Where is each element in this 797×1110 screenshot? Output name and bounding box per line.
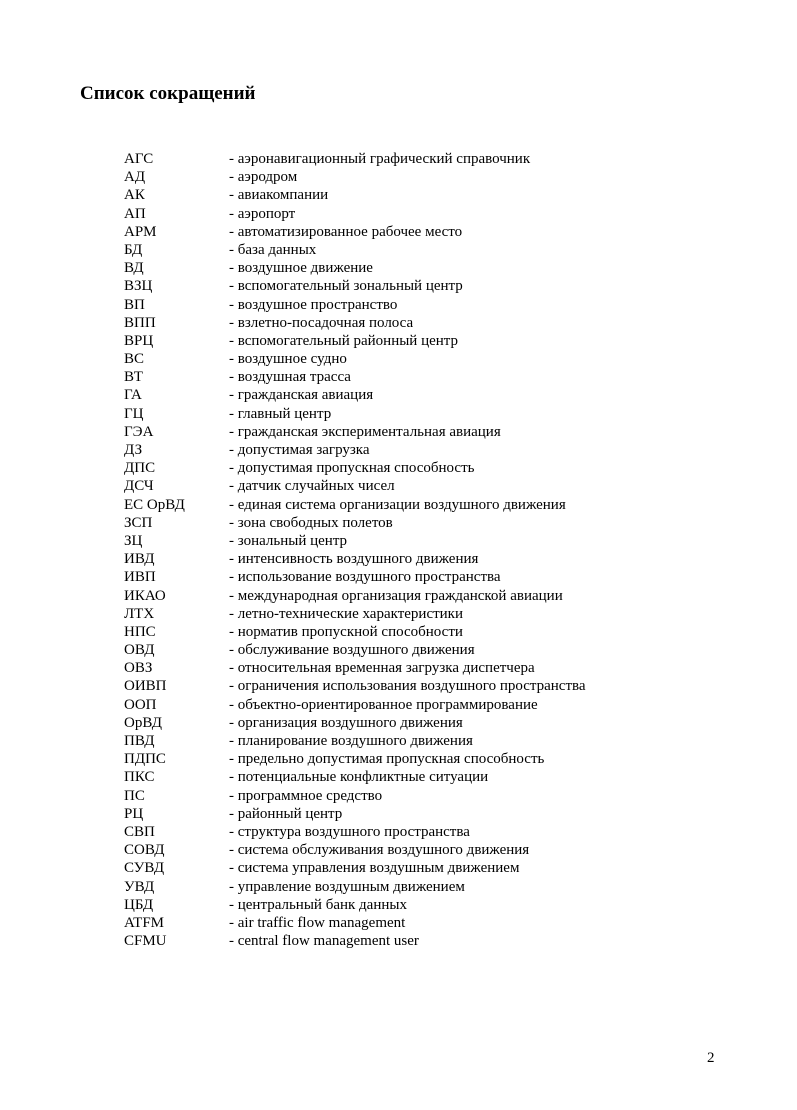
abbreviation-row xyxy=(124,205,684,223)
abbreviation-term: ПКС xyxy=(124,769,155,786)
abbreviation-definition: - central flow management user xyxy=(229,933,419,950)
abbreviation-row xyxy=(124,896,684,914)
abbreviation-definition: - организация воздушного движения xyxy=(229,714,463,731)
abbreviation-definition: - гражданская экспериментальная авиация xyxy=(229,423,501,440)
abbreviation-term: ATFM xyxy=(124,914,165,931)
abbreviation-definition: - воздушная трасса xyxy=(229,369,351,386)
abbreviation-term: СВП xyxy=(124,823,155,840)
abbreviation-row xyxy=(124,259,684,277)
abbreviation-row xyxy=(124,477,684,495)
abbreviation-row xyxy=(124,677,684,695)
abbreviation-term: ЗЦ xyxy=(124,532,143,549)
abbreviation-row xyxy=(124,805,684,823)
abbreviation-row xyxy=(124,823,684,841)
abbreviation-row xyxy=(124,423,684,441)
abbreviation-term: УВД xyxy=(124,878,155,895)
abbreviation-definition: - система обслуживания воздушного движения xyxy=(229,842,530,859)
abbreviation-row xyxy=(124,223,684,241)
abbreviation-row xyxy=(124,459,684,477)
abbreviation-term: ДПС xyxy=(124,460,156,477)
abbreviation-definition: - аэропорт xyxy=(229,205,296,222)
abbreviation-term: ПС xyxy=(124,787,145,804)
abbreviation-definition: - объектно-ориентированное программирование xyxy=(229,696,538,713)
abbreviation-row xyxy=(124,496,684,514)
abbreviation-definition: - программное средство xyxy=(229,787,383,804)
abbreviation-definition: - аэронавигационный графический справочник xyxy=(229,151,531,167)
page-title: Список сокращений xyxy=(80,83,256,104)
abbreviation-term: ОВД xyxy=(124,642,155,659)
abbreviation-term: ПВД xyxy=(124,733,155,749)
abbreviation-term: ИВД xyxy=(124,551,155,568)
abbreviation-term: АК xyxy=(124,187,145,204)
abbreviation-definition: - вспомогательный районный центр xyxy=(229,332,459,349)
abbreviation-term: ГА xyxy=(124,387,142,404)
abbreviation-row xyxy=(124,405,684,423)
abbreviation-definition: - летно-технические характеристики xyxy=(229,605,463,622)
abbreviation-term: ОВЗ xyxy=(124,660,153,677)
abbreviation-term: АД xyxy=(124,169,146,186)
abbreviation-row xyxy=(124,750,684,768)
abbreviation-row xyxy=(124,386,684,404)
abbreviation-term: ЗСП xyxy=(124,514,153,531)
abbreviation-term: ИКАО xyxy=(124,587,166,604)
abbreviation-row xyxy=(124,568,684,586)
abbreviation-row xyxy=(124,314,684,332)
abbreviation-term: ВС xyxy=(124,351,145,368)
abbreviation-row xyxy=(124,532,684,550)
abbreviation-definition: - допустимая загрузка xyxy=(229,442,370,458)
abbreviation-definition: - вспомогательный зональный центр xyxy=(229,278,463,295)
abbreviation-definition: - система управления воздушным движением xyxy=(229,860,520,877)
abbreviation-term: ОИВП xyxy=(124,678,167,695)
abbreviation-term: ООП xyxy=(124,696,157,713)
abbreviation-term: ДЗ xyxy=(124,442,143,458)
abbreviation-definition: - главный центр xyxy=(229,405,332,422)
abbreviation-row xyxy=(124,732,684,750)
abbreviation-row xyxy=(124,150,684,168)
abbreviation-row xyxy=(124,514,684,532)
abbreviation-definition: - авиакомпании xyxy=(229,187,329,204)
abbreviation-term: ЛТХ xyxy=(124,605,155,622)
abbreviation-definition: - планирование воздушного движения xyxy=(229,733,473,749)
abbreviation-term: CFMU xyxy=(124,933,167,950)
abbreviation-definition: - допустимая пропускная способность xyxy=(229,460,475,477)
abbreviation-definition: - структура воздушного пространства xyxy=(229,823,470,840)
abbreviation-definition: - потенциальные конфликтные ситуации xyxy=(229,769,489,786)
abbreviation-term: СОВД xyxy=(124,842,165,859)
abbreviation-definition: - управление воздушным движением xyxy=(229,878,465,895)
abbreviation-term: ВТ xyxy=(124,369,143,386)
abbreviation-definition: - датчик случайных чисел xyxy=(229,478,395,495)
abbreviation-row xyxy=(124,277,684,295)
abbreviation-term: ВПП xyxy=(124,314,156,331)
abbreviation-definition: - обслуживание воздушного движения xyxy=(229,642,475,659)
abbreviation-definition: - взлетно-посадочная полоса xyxy=(229,314,414,331)
abbreviation-row xyxy=(124,168,684,186)
abbreviation-definition: - воздушное судно xyxy=(229,351,347,368)
abbreviation-definition: - норматив пропускной способности xyxy=(229,623,463,640)
abbreviation-row xyxy=(124,241,684,259)
abbreviation-definition: - аэродром xyxy=(229,169,298,186)
abbreviation-term: ИВП xyxy=(124,569,156,586)
abbreviation-row xyxy=(124,186,684,204)
abbreviation-row xyxy=(124,296,684,314)
abbreviation-term: ВД xyxy=(124,260,144,277)
abbreviation-definition: - единая система организации воздушного движения xyxy=(229,496,566,513)
abbreviation-row xyxy=(124,714,684,732)
abbreviation-row xyxy=(124,914,684,932)
abbreviation-term: АП xyxy=(124,205,146,222)
abbreviation-definition: - международная организация гражданской авиации xyxy=(229,587,563,604)
abbreviation-term: АРМ xyxy=(124,223,157,240)
abbreviation-definition: - air traffic flow management xyxy=(229,914,406,931)
abbreviation-row xyxy=(124,768,684,786)
abbreviation-definition: - использование воздушного пространства xyxy=(229,569,501,586)
abbreviation-row xyxy=(124,787,684,805)
abbreviation-term: ВЗЦ xyxy=(124,278,153,295)
abbreviation-term: БД xyxy=(124,241,143,258)
abbreviation-row xyxy=(124,550,684,568)
abbreviation-definition: - гражданская авиация xyxy=(229,387,374,404)
abbreviation-term: ЦБД xyxy=(124,896,154,913)
abbreviation-term: ПДПС xyxy=(124,751,166,768)
abbreviation-term: ГЭА xyxy=(124,423,154,440)
abbreviation-list xyxy=(124,150,684,950)
abbreviation-definition: - зона свободных полетов xyxy=(229,514,393,531)
abbreviation-term: ДСЧ xyxy=(124,478,154,495)
abbreviation-row xyxy=(124,368,684,386)
abbreviation-row xyxy=(124,623,684,641)
abbreviation-definition: - зональный центр xyxy=(229,532,348,549)
page-number: 2 xyxy=(707,1050,715,1066)
abbreviation-row xyxy=(124,878,684,896)
abbreviation-definition: - районный центр xyxy=(229,805,343,822)
abbreviation-row xyxy=(124,350,684,368)
abbreviation-definition: - ограничения использования воздушного пространства xyxy=(229,678,586,695)
abbreviation-definition: - центральный банк данных xyxy=(229,896,407,913)
abbreviation-definition: - база данных xyxy=(229,241,317,258)
abbreviation-definition: - интенсивность воздушного движения xyxy=(229,551,479,568)
abbreviation-row xyxy=(124,605,684,623)
abbreviation-term: ОрВД xyxy=(124,714,162,731)
abbreviation-row xyxy=(124,932,684,950)
abbreviation-row xyxy=(124,332,684,350)
abbreviation-row xyxy=(124,659,684,677)
abbreviation-definition: - автоматизированное рабочее место xyxy=(229,223,463,240)
abbreviation-term: НПС xyxy=(124,623,156,640)
abbreviation-definition: - воздушное пространство xyxy=(229,296,398,313)
abbreviation-row xyxy=(124,859,684,877)
abbreviation-row xyxy=(124,841,684,859)
abbreviation-definition: - предельно допустимая пропускная способность xyxy=(229,751,545,768)
abbreviation-term: АГС xyxy=(124,151,154,167)
abbreviation-term: ВРЦ xyxy=(124,332,154,349)
abbreviation-term: ГЦ xyxy=(124,405,144,422)
abbreviation-row xyxy=(124,696,684,714)
abbreviation-row xyxy=(124,587,684,605)
abbreviation-row xyxy=(124,441,684,459)
abbreviation-term: СУВД xyxy=(124,860,165,877)
abbreviation-term: РЦ xyxy=(124,805,144,822)
abbreviation-definition: - относительная временная загрузка диспетчера xyxy=(229,660,535,677)
abbreviation-row xyxy=(124,641,684,659)
abbreviation-term: ЕС ОрВД xyxy=(124,496,185,513)
abbreviation-definition: - воздушное движение xyxy=(229,260,373,277)
abbreviation-term: ВП xyxy=(124,296,145,313)
